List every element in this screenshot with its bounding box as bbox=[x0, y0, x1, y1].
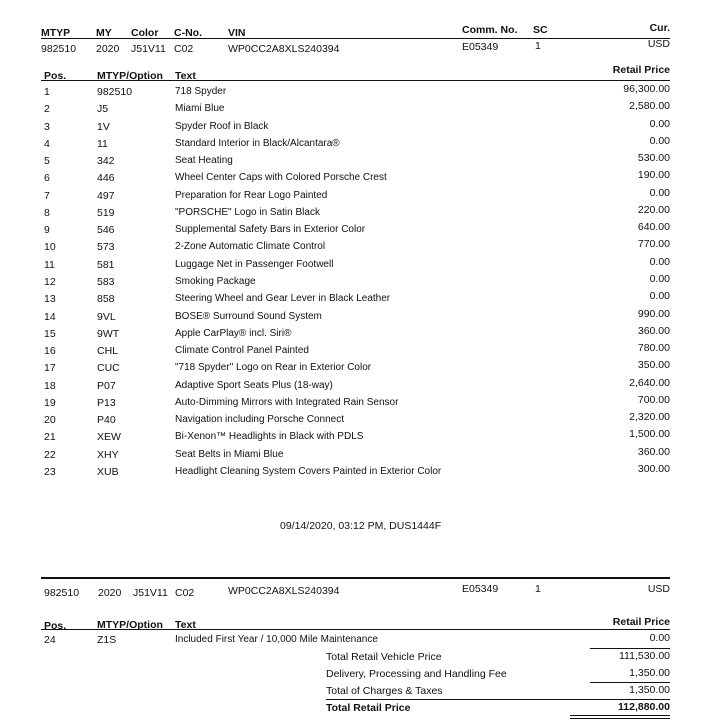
item-price: 0.00 bbox=[649, 134, 670, 147]
item-pos: 10 bbox=[44, 241, 56, 254]
item-code: 11 bbox=[97, 137, 108, 150]
item-pos: 8 bbox=[44, 206, 50, 219]
item-pos: 12 bbox=[44, 275, 56, 288]
vehicle-comm: E05349 bbox=[462, 41, 499, 53]
item-code: 9WT bbox=[97, 327, 120, 340]
item-text: Luggage Net in Passenger Footwell bbox=[175, 258, 334, 270]
vehicle-sc: 1 bbox=[535, 40, 541, 52]
item-code: 519 bbox=[97, 206, 115, 219]
item-text: Standard Interior in Black/Alcantara® bbox=[175, 137, 340, 149]
list-item bbox=[0, 238, 722, 258]
item-pos: 14 bbox=[44, 310, 56, 323]
item-price: 190.00 bbox=[637, 169, 670, 182]
col-sc-header: SC bbox=[533, 24, 548, 36]
col-vin-header: VIN bbox=[228, 27, 246, 39]
item-code: 446 bbox=[97, 172, 115, 185]
item-price: 990.00 bbox=[637, 307, 670, 320]
item-price: 770.00 bbox=[637, 238, 670, 251]
list-item bbox=[0, 324, 722, 345]
item-pos: 4 bbox=[44, 137, 50, 150]
item-code: 546 bbox=[97, 224, 115, 237]
item-pos: 3 bbox=[44, 120, 50, 133]
item-code: J5 bbox=[97, 103, 109, 116]
list-item bbox=[0, 307, 722, 328]
item-text: Bi-Xenon™ Headlights in Black with PDLS bbox=[175, 431, 364, 443]
vehicle-vin: WP0CC2A8XLS240394 bbox=[228, 43, 340, 55]
item-pos: 20 bbox=[44, 414, 56, 427]
item-pos: 22 bbox=[44, 448, 56, 461]
item-text: Supplemental Safety Bars in Exterior Color bbox=[175, 224, 366, 236]
item-text: Climate Control Panel Painted bbox=[175, 345, 309, 357]
list-item bbox=[0, 134, 722, 155]
text-header: Text bbox=[175, 70, 196, 82]
item-pos: 23 bbox=[44, 465, 56, 478]
item-text: Smoking Package bbox=[175, 275, 256, 287]
list-item bbox=[0, 186, 722, 207]
vehicle-color: J51V11 bbox=[131, 43, 166, 55]
item-code: 858 bbox=[97, 293, 115, 306]
item-price: 220.00 bbox=[637, 203, 670, 216]
item-text: Steering Wheel and Gear Lever in Black Leather bbox=[175, 293, 391, 305]
item-text: Wheel Center Caps with Colored Porsche Crest bbox=[175, 172, 387, 184]
item-price: 0.00 bbox=[649, 255, 670, 268]
header-rule bbox=[41, 38, 670, 39]
list-item bbox=[0, 169, 722, 189]
item-price: 350.00 bbox=[637, 359, 670, 372]
item-text: Adaptive Sport Seats Plus (18-way) bbox=[175, 379, 333, 391]
item-pos: 5 bbox=[44, 155, 50, 168]
page2-mtyp: 982510 bbox=[44, 587, 80, 599]
double-underline bbox=[570, 715, 670, 716]
col-cno-header: C-No. bbox=[174, 27, 202, 39]
total-rule bbox=[326, 699, 670, 700]
item-price: 300.00 bbox=[637, 462, 670, 475]
list-item bbox=[0, 428, 722, 448]
item-pos: 9 bbox=[44, 224, 50, 237]
item-code: 583 bbox=[97, 275, 115, 288]
list-item bbox=[0, 462, 722, 483]
page2-vin: WP0CC2A8XLS240394 bbox=[228, 585, 340, 597]
list-item bbox=[0, 411, 722, 431]
double-underline bbox=[570, 718, 670, 719]
col-my-header: MY bbox=[96, 27, 112, 39]
item-price: 0.00 bbox=[649, 117, 670, 130]
page2-comm: E05349 bbox=[462, 583, 499, 595]
list-item bbox=[0, 203, 722, 224]
list-item bbox=[0, 393, 722, 414]
underline bbox=[590, 682, 670, 683]
summary-label: Total Retail Vehicle Price bbox=[326, 651, 442, 663]
item-text: Navigation including Porsche Connect bbox=[175, 414, 344, 426]
total-value: 112,880.00 bbox=[618, 701, 670, 713]
list-item bbox=[0, 152, 722, 172]
page2-my: 2020 bbox=[98, 587, 122, 599]
page2-text-header: Text bbox=[175, 619, 196, 631]
list-item bbox=[0, 376, 722, 397]
item-pos: 7 bbox=[44, 189, 50, 202]
item-text: Seat Belts in Miami Blue bbox=[175, 448, 284, 460]
page2-sc: 1 bbox=[535, 583, 541, 595]
item-code: XUB bbox=[97, 465, 119, 478]
list-item bbox=[0, 100, 722, 120]
item-code: P07 bbox=[97, 379, 116, 392]
page2-top-rule bbox=[41, 577, 670, 579]
timestamp: 09/14/2020, 03:12 PM, DUS1444F bbox=[280, 520, 442, 532]
pos-header: Pos. bbox=[44, 70, 67, 82]
list-item bbox=[0, 342, 722, 362]
page2-color: J51V11 bbox=[133, 587, 168, 599]
item-price: 0.00 bbox=[649, 290, 670, 303]
item-pos: 21 bbox=[44, 431, 56, 444]
item-price: 2,320.00 bbox=[629, 411, 670, 424]
item-code: XHY bbox=[97, 448, 119, 461]
item-code: Z1S bbox=[97, 634, 117, 646]
item-code: P40 bbox=[97, 414, 116, 427]
item-code: P13 bbox=[97, 396, 116, 409]
item-price: 360.00 bbox=[637, 324, 670, 337]
item-text: "718 Spyder" Logo on Rear in Exterior Color bbox=[175, 362, 372, 374]
vehicle-mtyp: 982510 bbox=[41, 43, 77, 55]
page2-cno: C02 bbox=[175, 587, 195, 599]
item-price: 780.00 bbox=[637, 342, 670, 355]
item-text: 2-Zone Automatic Climate Control bbox=[175, 241, 326, 253]
page2-mtyp-option-header: MTYP/Option bbox=[97, 619, 163, 631]
summary-label: Delivery, Processing and Handling Fee bbox=[326, 668, 507, 680]
item-text: Included First Year / 10,000 Mile Maintenance bbox=[175, 634, 378, 645]
item-text: Headlight Cleaning System Covers Painted in Exterior Color bbox=[175, 465, 442, 477]
list-item bbox=[0, 255, 722, 276]
item-pos: 24 bbox=[44, 634, 56, 646]
items-header-rule bbox=[41, 80, 670, 81]
page2-items-header-rule bbox=[41, 629, 670, 630]
page2-currency: USD bbox=[647, 583, 670, 595]
total-label: Total Retail Price bbox=[326, 702, 411, 714]
summary-value: 1,350.00 bbox=[629, 667, 670, 679]
item-text: "PORSCHE" Logo in Satin Black bbox=[175, 206, 320, 218]
item-price: 96,300.00 bbox=[623, 83, 670, 95]
item-code: 9VL bbox=[97, 310, 116, 323]
item-price: 0.00 bbox=[649, 632, 670, 644]
item-pos: 1 bbox=[44, 86, 50, 98]
item-pos: 16 bbox=[44, 345, 56, 358]
item-text: Miami Blue bbox=[175, 103, 225, 115]
item-price: 1,500.00 bbox=[629, 428, 670, 441]
col-mtyp-header: MTYP bbox=[41, 27, 71, 39]
item-code: 497 bbox=[97, 189, 115, 202]
item-price: 0.00 bbox=[649, 272, 670, 285]
col-cur-header: Cur. bbox=[649, 22, 670, 34]
item-pos: 18 bbox=[44, 379, 56, 392]
summary-value: 1,350.00 bbox=[629, 684, 670, 696]
item-price: 2,640.00 bbox=[629, 376, 670, 389]
vehicle-my: 2020 bbox=[96, 43, 120, 55]
item-code: CUC bbox=[97, 362, 120, 375]
page2-retail-price-header: Retail Price bbox=[612, 616, 670, 628]
item-text: Spyder Roof in Black bbox=[175, 120, 269, 132]
summary-value: 111,530.00 bbox=[619, 650, 670, 662]
list-item bbox=[0, 359, 722, 379]
item-price: 360.00 bbox=[637, 445, 670, 458]
item-pos: 13 bbox=[44, 293, 56, 306]
item-pos: 6 bbox=[44, 172, 50, 185]
list-item bbox=[0, 445, 722, 466]
retail-price-header: Retail Price bbox=[612, 64, 670, 76]
list-item bbox=[0, 272, 722, 293]
item-code: 1V bbox=[97, 120, 110, 133]
underline bbox=[590, 648, 670, 649]
item-text: Apple CarPlay® incl. Siri® bbox=[175, 327, 292, 339]
item-text: 718 Spyder bbox=[175, 86, 227, 97]
item-price: 0.00 bbox=[649, 186, 670, 199]
item-pos: 17 bbox=[44, 362, 56, 375]
mtyp-option-header: MTYP/Option bbox=[97, 70, 163, 82]
item-pos: 11 bbox=[44, 258, 55, 271]
summary-row-total bbox=[0, 702, 722, 719]
item-pos: 2 bbox=[44, 103, 50, 116]
item-pos: 15 bbox=[44, 327, 56, 340]
item-price: 640.00 bbox=[637, 221, 670, 234]
vehicle-currency: USD bbox=[647, 38, 670, 50]
summary-label: Total of Charges & Taxes bbox=[326, 685, 443, 697]
col-comm-header: Comm. No. bbox=[462, 24, 518, 36]
list-item bbox=[0, 83, 722, 103]
item-text: Seat Heating bbox=[175, 155, 233, 167]
item-code: XEW bbox=[97, 431, 121, 444]
item-code: 982510 bbox=[97, 86, 133, 98]
item-code: 573 bbox=[97, 241, 115, 254]
item-code: 342 bbox=[97, 155, 115, 168]
item-price: 700.00 bbox=[637, 393, 670, 406]
page2-pos-header: Pos. bbox=[44, 620, 67, 632]
item-text: Preparation for Rear Logo Painted bbox=[175, 189, 328, 201]
item-code: CHL bbox=[97, 345, 119, 358]
list-item bbox=[0, 290, 722, 310]
item-text: BOSE® Surround Sound System bbox=[175, 310, 322, 322]
item-price: 530.00 bbox=[637, 152, 670, 165]
col-color-header: Color bbox=[131, 27, 159, 39]
item-pos: 19 bbox=[44, 396, 56, 409]
item-code: 581 bbox=[97, 258, 115, 271]
item-price: 2,580.00 bbox=[629, 100, 670, 113]
list-item bbox=[0, 117, 722, 138]
vehicle-cno: C02 bbox=[174, 43, 194, 55]
list-item bbox=[0, 221, 722, 241]
summary-row bbox=[0, 651, 722, 668]
item-text: Auto-Dimming Mirrors with Integrated Rain Sensor bbox=[175, 396, 399, 408]
